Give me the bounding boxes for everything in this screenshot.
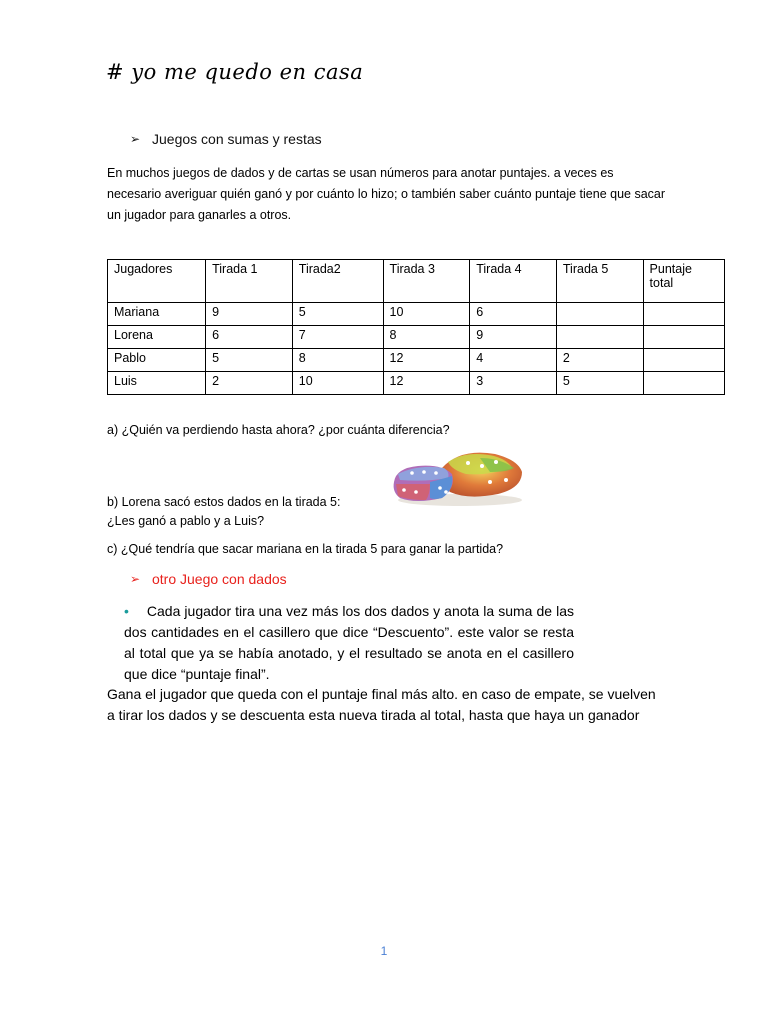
- table-cell: 5: [292, 303, 383, 326]
- table-cell: Pablo: [108, 349, 206, 372]
- table-cell: 7: [292, 326, 383, 349]
- table-cell: 2: [556, 349, 643, 372]
- table-row: [108, 372, 725, 395]
- table-header-cell: Tirada2: [292, 260, 383, 303]
- table-cell: 6: [206, 326, 293, 349]
- section-heading-label: otro Juego con dados: [152, 571, 287, 587]
- table-cell: 6: [470, 303, 557, 326]
- rules-bullet-text: Cada jugador tira una vez más los dos dados y anota la suma de las dos cantidades en el casillero que dice “Descuento”. este valor se resta al total que ya se había anotado, y el resultado se anota en el casillero que dice “puntaje final”.: [124, 603, 574, 682]
- table-row: [108, 303, 725, 326]
- table-header-cell: Puntaje total: [643, 260, 724, 303]
- table-cell: 8: [383, 326, 470, 349]
- section-heading-label: Juegos con sumas y restas: [152, 131, 322, 147]
- table-cell: 5: [206, 349, 293, 372]
- table-cell: [556, 303, 643, 326]
- page-number: 1: [380, 944, 388, 958]
- table-cell: 12: [383, 349, 470, 372]
- intro-paragraph: En muchos juegos de dados y de cartas se usan números para anotar puntajes. a veces es necesario averiguar quién ganó y por cuánto lo hizo; o también saber cuánto puntaje tiene que sacar un jugador para ganarles a otros.: [107, 166, 666, 222]
- table-header-row: [108, 260, 725, 303]
- table-cell: 10: [383, 303, 470, 326]
- table-cell: [643, 326, 724, 349]
- section-heading-sumas-restas: [130, 131, 322, 147]
- question-b-line2: ¿Les ganó a pablo y a Luis?: [107, 514, 265, 528]
- table-header-cell: Tirada 3: [383, 260, 470, 303]
- table-header-cell: Tirada 1: [206, 260, 293, 303]
- question-b-line1: b) Lorena sacó estos dados en la tirada 5:: [107, 495, 341, 509]
- table-header-cell: Tirada 5: [556, 260, 643, 303]
- arrow-bullet-icon: ➢: [130, 572, 141, 586]
- table-cell: 10: [292, 372, 383, 395]
- table-cell: 2: [206, 372, 293, 395]
- table-cell: 9: [470, 326, 557, 349]
- table-cell: 12: [383, 372, 470, 395]
- table-cell: [643, 349, 724, 372]
- table-cell: Mariana: [108, 303, 206, 326]
- table-row: [108, 349, 725, 372]
- table-row: [108, 326, 725, 349]
- table-cell: 3: [470, 372, 557, 395]
- table-cell: 8: [292, 349, 383, 372]
- table-header-cell: Jugadores: [108, 260, 206, 303]
- table-cell: 4: [470, 349, 557, 372]
- section-heading-otro-juego: [130, 571, 287, 587]
- table-cell: 9: [206, 303, 293, 326]
- table-cell: [643, 303, 724, 326]
- page-title: # yo me quedo en casa: [106, 60, 364, 84]
- rules-bullet: [124, 601, 574, 685]
- table-cell: Lorena: [108, 326, 206, 349]
- bullet-dot-icon: •: [124, 603, 129, 619]
- table-cell: [556, 326, 643, 349]
- table-cell: [643, 372, 724, 395]
- dice-image: [390, 448, 525, 508]
- question-a: a) ¿Quién va perdiendo hasta ahora? ¿por cuánta diferencia?: [107, 423, 450, 437]
- scores-table-container: [107, 259, 725, 395]
- arrow-bullet-icon: ➢: [130, 132, 141, 146]
- table-cell: 5: [556, 372, 643, 395]
- table-header-cell: Tirada 4: [470, 260, 557, 303]
- question-c: c) ¿Qué tendría que sacar mariana en la tirada 5 para ganar la partida?: [107, 542, 504, 556]
- final-paragraph: Gana el jugador que queda con el puntaje final más alto. en caso de empate, se vuelven a tirar los dados y se descuenta esta nueva tirada al total, hasta que haya un ganador: [107, 686, 656, 723]
- scores-table: [107, 259, 725, 395]
- table-cell: Luis: [108, 372, 206, 395]
